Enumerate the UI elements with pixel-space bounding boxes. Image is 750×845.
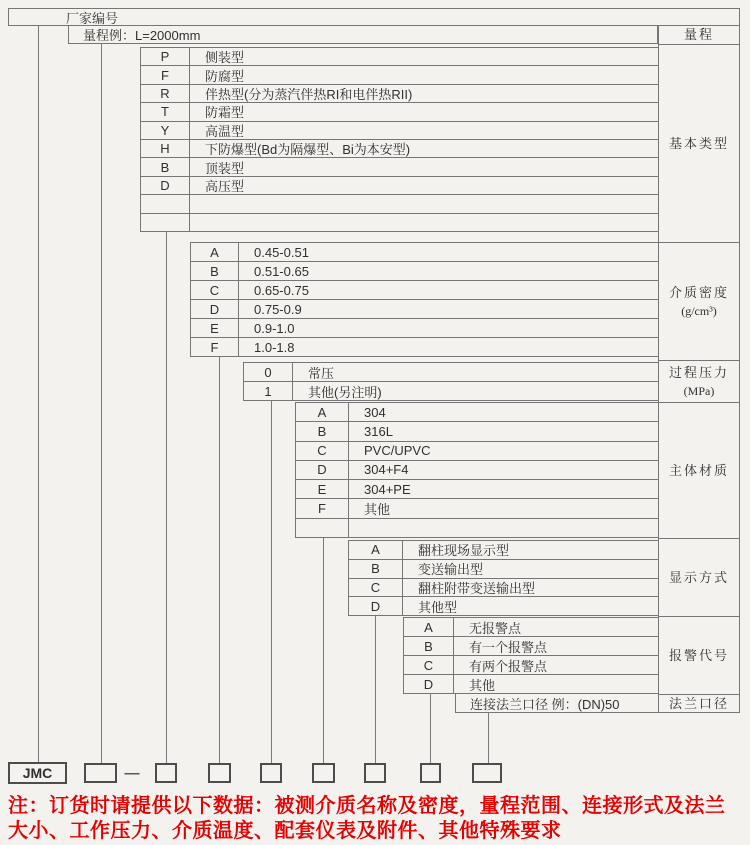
table-row bbox=[141, 66, 658, 84]
desc-cell: 防霜型 bbox=[205, 105, 245, 121]
model-box-alarm bbox=[420, 763, 441, 783]
desc-cell: 顶装型 bbox=[205, 160, 245, 176]
connector-flange bbox=[488, 713, 489, 763]
code-cell: H bbox=[141, 140, 190, 157]
table-row bbox=[296, 480, 658, 499]
desc-cell: 316L bbox=[364, 423, 393, 439]
table-row bbox=[456, 694, 658, 712]
table-row bbox=[191, 300, 658, 319]
code-cell: F bbox=[296, 499, 349, 517]
code-cell: C bbox=[349, 579, 403, 597]
code-cell: B bbox=[191, 262, 239, 280]
desc-cell: 有一个报警点 bbox=[469, 639, 548, 655]
ordering-note-line2: 大小、工作压力、介质温度、配套仪表及附件、其他特殊要求 bbox=[8, 820, 562, 842]
connector-density bbox=[219, 357, 220, 763]
table-row bbox=[141, 103, 658, 121]
category-unit: (g/cm³) bbox=[681, 304, 717, 319]
code-cell: F bbox=[141, 66, 190, 83]
table-row bbox=[404, 656, 658, 675]
table-row bbox=[141, 177, 658, 195]
table-row bbox=[296, 461, 658, 480]
model-box-basic-type bbox=[155, 763, 177, 783]
connector-alarm bbox=[430, 694, 431, 763]
code-cell: 1 bbox=[244, 382, 293, 400]
category-label: 介质密度 bbox=[668, 284, 729, 300]
table-row bbox=[141, 195, 658, 213]
basic-type-table bbox=[140, 47, 659, 232]
range-example-row bbox=[68, 25, 658, 44]
desc-cell: 304+F4 bbox=[364, 462, 409, 478]
desc-cell: 有两个报警点 bbox=[469, 658, 548, 674]
desc-cell bbox=[349, 519, 658, 537]
code-cell: C bbox=[404, 656, 454, 674]
code-cell: A bbox=[296, 403, 349, 421]
code-cell: R bbox=[141, 85, 190, 102]
code-cell: A bbox=[349, 541, 403, 559]
desc-cell: 其他 bbox=[469, 677, 496, 693]
code-cell: F bbox=[191, 338, 239, 356]
code-cell: Y bbox=[141, 122, 190, 139]
connector-basic-type bbox=[166, 232, 167, 763]
category-label: 法兰口径 bbox=[668, 695, 729, 711]
model-box-density bbox=[208, 763, 231, 783]
model-prefix-box bbox=[8, 762, 67, 784]
code-cell: T bbox=[141, 103, 190, 120]
table-row bbox=[141, 140, 658, 158]
desc-cell: 其他型 bbox=[418, 599, 458, 615]
alarm-code-table bbox=[403, 617, 659, 694]
table-row bbox=[349, 579, 658, 598]
category-label: 量程 bbox=[683, 27, 714, 43]
desc-cell: 无报警点 bbox=[469, 620, 522, 636]
desc-cell: 其他 bbox=[364, 502, 391, 518]
code-cell: D bbox=[349, 597, 403, 615]
desc-cell: 其他(另注明) bbox=[308, 384, 382, 400]
code-cell: B bbox=[141, 158, 190, 175]
table-row bbox=[141, 85, 658, 103]
model-box-range bbox=[84, 763, 117, 783]
table-row bbox=[141, 48, 658, 66]
category-label: 显示方式 bbox=[668, 569, 729, 585]
table-row bbox=[349, 560, 658, 579]
desc-cell bbox=[190, 214, 658, 231]
category-cell-range bbox=[659, 26, 739, 45]
table-row bbox=[296, 499, 658, 518]
code-cell bbox=[296, 519, 349, 537]
desc-cell: 翻柱现场显示型 bbox=[418, 543, 510, 559]
manufacturer-code-label: 厂家编号 bbox=[66, 10, 119, 26]
desc-cell: 0.65-0.75 bbox=[254, 282, 309, 298]
desc-cell: 高温型 bbox=[205, 123, 245, 139]
table-row bbox=[404, 637, 658, 656]
code-cell: P bbox=[141, 48, 190, 65]
desc-cell: PVC/UPVC bbox=[364, 443, 431, 459]
code-cell bbox=[141, 195, 190, 212]
category-cell-alarm bbox=[659, 617, 739, 695]
category-label: 基本类型 bbox=[668, 135, 729, 151]
connector-display bbox=[375, 616, 376, 763]
category-cell-basic-type bbox=[659, 45, 739, 243]
desc-cell: 1.0-1.8 bbox=[254, 339, 295, 355]
model-prefix-label: JMC bbox=[22, 765, 53, 781]
table-row bbox=[296, 519, 658, 537]
desc-cell: 高压型 bbox=[205, 179, 245, 195]
material-table bbox=[295, 402, 659, 538]
model-box-display bbox=[364, 763, 386, 783]
table-row bbox=[296, 422, 658, 441]
ordering-note-line1: 注：订货时请提供以下数据：被测介质名称及密度，量程范围、连接形式及法兰 bbox=[8, 795, 726, 817]
flange-size-row bbox=[455, 693, 659, 713]
code-cell: C bbox=[191, 281, 239, 299]
code-cell: E bbox=[296, 480, 349, 498]
table-row bbox=[244, 382, 658, 400]
desc-cell: 0.45-0.51 bbox=[254, 244, 309, 260]
category-cell-material bbox=[659, 403, 739, 539]
code-cell: A bbox=[191, 243, 239, 261]
category-cell-density bbox=[659, 243, 739, 361]
desc-cell: 常压 bbox=[308, 365, 335, 381]
desc-cell: 防腐型 bbox=[205, 68, 245, 84]
manufacturer-code-row bbox=[8, 8, 740, 26]
code-cell: D bbox=[296, 461, 349, 479]
desc-cell: 连接法兰口径 例：(DN)50 bbox=[470, 696, 620, 712]
density-table bbox=[190, 242, 659, 357]
pressure-table bbox=[243, 362, 659, 401]
code-cell: 0 bbox=[244, 363, 293, 381]
ordering-note bbox=[8, 794, 748, 844]
code-cell: C bbox=[296, 442, 349, 460]
connector-material bbox=[323, 538, 324, 763]
desc-cell: 变送输出型 bbox=[418, 562, 484, 578]
category-unit: (MPa) bbox=[683, 384, 715, 399]
table-row bbox=[404, 618, 658, 637]
table-row bbox=[191, 243, 658, 262]
desc-cell: 0.51-0.65 bbox=[254, 263, 309, 279]
connector-pressure bbox=[271, 401, 272, 763]
desc-cell: 侧装型 bbox=[205, 50, 245, 66]
desc-cell: 304 bbox=[364, 404, 386, 420]
table-row bbox=[141, 122, 658, 140]
category-label: 报警代号 bbox=[668, 647, 729, 663]
table-row bbox=[349, 541, 658, 560]
table-row bbox=[296, 403, 658, 422]
display-mode-table bbox=[348, 540, 659, 616]
desc-cell: 0.9-1.0 bbox=[254, 320, 295, 336]
desc-cell: 伴热型(分为蒸汽伴热RI和电伴热RII) bbox=[205, 87, 413, 103]
table-row bbox=[296, 442, 658, 461]
table-row bbox=[191, 262, 658, 281]
table-row bbox=[244, 363, 658, 382]
category-label: 过程压力 bbox=[668, 364, 729, 380]
category-column bbox=[658, 25, 740, 713]
category-label: 主体材质 bbox=[668, 462, 729, 478]
range-example-label: 量程例：L=2000mm bbox=[83, 28, 201, 43]
category-cell-pressure bbox=[659, 361, 739, 403]
connector-manufacturer bbox=[38, 26, 39, 762]
code-cell: B bbox=[296, 422, 349, 440]
code-cell: D bbox=[404, 675, 454, 693]
desc-cell bbox=[190, 195, 658, 212]
code-cell: D bbox=[141, 177, 190, 194]
table-row bbox=[349, 597, 658, 615]
model-box-flange bbox=[472, 763, 502, 783]
code-cell: E bbox=[191, 319, 239, 337]
category-cell-flange bbox=[659, 695, 739, 712]
connector-range bbox=[101, 44, 102, 763]
code-cell bbox=[141, 214, 190, 231]
code-cell: B bbox=[404, 637, 454, 655]
table-row bbox=[191, 338, 658, 356]
desc-cell: 304+PE bbox=[364, 481, 411, 497]
model-box-pressure bbox=[260, 763, 282, 783]
category-cell-display bbox=[659, 539, 739, 617]
code-cell: D bbox=[191, 300, 239, 318]
table-row bbox=[141, 158, 658, 176]
table-row bbox=[404, 675, 658, 693]
table-row bbox=[191, 319, 658, 338]
code-cell: A bbox=[404, 618, 454, 636]
table-row bbox=[191, 281, 658, 300]
desc-cell: 0.75-0.9 bbox=[254, 301, 302, 317]
code-cell: B bbox=[349, 560, 403, 578]
model-box-material bbox=[312, 763, 335, 783]
desc-cell: 翻柱附带变送输出型 bbox=[418, 580, 536, 596]
model-code-separator: — bbox=[124, 764, 140, 782]
table-row bbox=[141, 214, 658, 231]
desc-cell: 下防爆型(Bd为隔爆型、Bi为本安型) bbox=[205, 142, 411, 158]
